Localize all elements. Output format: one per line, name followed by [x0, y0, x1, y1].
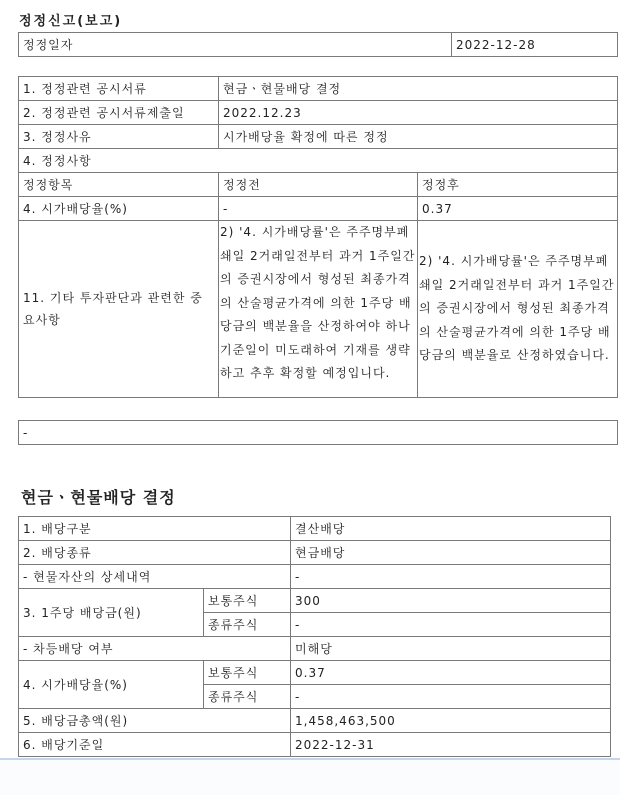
correction-reason-label: 3. 정정사유 [19, 125, 219, 149]
table-row [19, 517, 611, 541]
report-title: 정정신고(보고) [19, 14, 123, 29]
viewer-footer-bar [0, 758, 620, 795]
yield-pref-value: - [291, 685, 611, 709]
table-row [19, 77, 618, 101]
differential-label: - 차등배당 여부 [19, 637, 291, 661]
per-share-common-value: 300 [291, 589, 611, 613]
submit-date-label: 2. 정정관련 공시서류제출일 [19, 101, 219, 125]
correction-date-table [18, 32, 618, 57]
correction-details-table [18, 76, 618, 398]
yield-label: 4. 시가배당율(%) [19, 661, 204, 709]
row1-before: - [219, 197, 418, 221]
per-share-pref-value: - [291, 613, 611, 637]
table-row [19, 733, 611, 757]
column-header-item: 정정항목 [19, 173, 219, 197]
yield-common-value: 0.37 [291, 661, 611, 685]
section-title: 현금ㆍ현물배당 결정 [21, 488, 176, 507]
dividend-type-label: 1. 배당구분 [19, 517, 291, 541]
yield-common-label: 보통주식 [204, 661, 291, 685]
note-table [18, 420, 618, 445]
correction-reason-value: 시가배당율 확정에 따른 정정 [219, 125, 618, 149]
yield-pref-label: 종류주식 [204, 685, 291, 709]
row2-after: 2) '4. 시가배당률'은 주주명부폐쇄일 2거래일전부터 과거 1주일간의 증권시장에서 형성된 최종가격의 산술평균가격에 의한 1주당 배당금의 백분율로 산정하였습니다. [418, 221, 618, 398]
row1-item: 4. 시가배당율(%) [19, 197, 219, 221]
row1-after: 0.37 [418, 197, 618, 221]
asset-detail-value: - [291, 565, 611, 589]
record-date-value: 2022-12-31 [291, 733, 611, 757]
note-cell: - [19, 421, 618, 445]
column-header-before: 정정전 [219, 173, 418, 197]
dividend-kind-label: 2. 배당종류 [19, 541, 291, 565]
table-row [19, 149, 618, 173]
table-row [19, 637, 611, 661]
correction-date-value: 2022-12-28 [452, 33, 618, 57]
total-amount-label: 5. 배당금총액(원) [19, 709, 291, 733]
related-doc-value: 현금ㆍ현물배당 결정 [219, 77, 618, 101]
per-share-label: 3. 1주당 배당금(원) [19, 589, 204, 637]
row2-item: 11. 기타 투자판단과 관련한 중요사항 [19, 221, 219, 398]
asset-detail-label: - 현물자산의 상세내역 [19, 565, 291, 589]
table-row [19, 661, 611, 685]
table-row [19, 101, 618, 125]
table-row [19, 125, 618, 149]
table-row [19, 421, 618, 445]
dividend-table [18, 516, 611, 757]
submit-date-value: 2022.12.23 [219, 101, 618, 125]
table-row [19, 565, 611, 589]
table-row [19, 33, 618, 57]
dividend-type-value: 결산배당 [291, 517, 611, 541]
table-row [19, 541, 611, 565]
row2-before: 2) '4. 시가배당률'은 주주명부폐쇄일 2거래일전부터 과거 1주일간의 증권시장에서 형성된 최종가격의 산술평균가격에 의한 1주당 배당금의 백분율을 산정하여야 하나 기준일이 미도래하여 기재를 생략하고 추후 확정할 예정입니다. [219, 221, 418, 398]
dividend-kind-value: 현금배당 [291, 541, 611, 565]
related-doc-label: 1. 정정관련 공시서류 [19, 77, 219, 101]
table-row [19, 197, 618, 221]
table-row [19, 221, 618, 398]
table-row [19, 709, 611, 733]
correction-items-label: 4. 정정사항 [19, 149, 618, 173]
per-share-pref-label: 종류주식 [204, 613, 291, 637]
column-header-after: 정정후 [418, 173, 618, 197]
total-amount-value: 1,458,463,500 [291, 709, 611, 733]
table-row [19, 589, 611, 613]
correction-date-label: 정정일자 [19, 33, 452, 57]
differential-value: 미해당 [291, 637, 611, 661]
table-header-row [19, 173, 618, 197]
per-share-common-label: 보통주식 [204, 589, 291, 613]
record-date-label: 6. 배당기준일 [19, 733, 291, 757]
